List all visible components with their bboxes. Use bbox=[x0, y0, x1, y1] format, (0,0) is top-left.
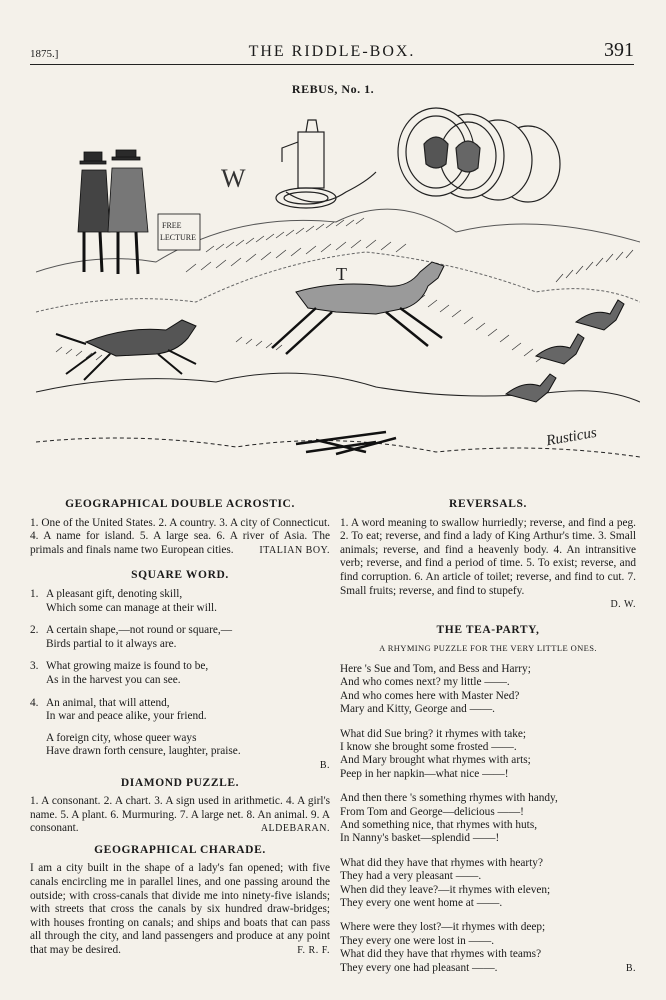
rebus-letter-w: W bbox=[221, 164, 246, 193]
rebus-illustration bbox=[36, 102, 640, 482]
verse-line: And then there 's something rhymes with handy, bbox=[340, 792, 558, 805]
page-number: 391 bbox=[604, 39, 634, 61]
poster-text-line-2: LECTURE bbox=[160, 233, 196, 242]
verse-line: As in the harvest you can see. bbox=[46, 673, 181, 686]
verse-line: Mary and Kitty, George and ——. bbox=[340, 703, 495, 716]
artist-signature: Rusticus bbox=[545, 424, 598, 450]
page-header bbox=[30, 39, 634, 65]
item-number: 4. bbox=[30, 696, 39, 709]
tea-party-subtitle: A RHYMING PUZZLE FOR THE VERY LITTLE ONES. bbox=[379, 643, 597, 654]
tea-party-author: B. bbox=[625, 962, 636, 974]
diamond-title: DIAMOND PUZZLE. bbox=[120, 776, 240, 789]
header-year: 1875.] bbox=[30, 48, 59, 60]
square-word-item bbox=[30, 588, 330, 615]
verse-line: Birds partial to it always are. bbox=[46, 637, 177, 650]
square-word-final bbox=[30, 732, 330, 759]
square-word-author: B. bbox=[319, 759, 330, 771]
verse-line: They every one were lost in ——. bbox=[340, 934, 495, 947]
verse-line: And who comes here with Master Ned? bbox=[340, 689, 520, 702]
verse-line: What did they have that rhymes with hearty? bbox=[340, 856, 543, 869]
header-title: THE RIDDLE-BOX. bbox=[248, 43, 416, 60]
stanza bbox=[340, 663, 636, 717]
verse-line-text: They every one had pleasant ——. bbox=[340, 961, 498, 974]
verse-line: What growing maize is found to be, bbox=[46, 660, 209, 673]
acrostic-title: GEOGRAPHICAL DOUBLE ACROSTIC. bbox=[65, 498, 295, 510]
diamond-author: ALDEBARAN. bbox=[260, 823, 330, 835]
tea-party-title: THE TEA-PARTY, bbox=[436, 623, 540, 636]
verse-line: What did Sue bring? it rhymes with take; bbox=[340, 727, 527, 740]
acrostic-author: ITALIAN BOY. bbox=[259, 544, 330, 556]
charade-text bbox=[30, 862, 330, 957]
rebus-title: REBUS, No. 1. bbox=[291, 82, 375, 96]
right-column bbox=[340, 494, 636, 986]
left-column bbox=[30, 494, 330, 958]
verse-line: Have drawn forth censure, laughter, praise. bbox=[46, 745, 241, 758]
acrostic-body: 1. One of the United States. 2. A country. 3. A city of Connecticut. 4. A name for island. 5. A large sea. 6. A river of Asia. The primals and finals name two European cities. bbox=[30, 516, 330, 556]
rebus-letter-t: T bbox=[336, 264, 347, 284]
verse-line: In war and peace alike, your friend. bbox=[46, 710, 207, 723]
item-number: 3. bbox=[30, 660, 39, 673]
verse-line: From Tom and George—delicious ——! bbox=[340, 805, 524, 818]
diamond-text bbox=[30, 795, 330, 836]
verse-line: Peep in her napkin—what nice ——! bbox=[340, 767, 509, 780]
verse-line bbox=[340, 962, 636, 975]
square-word-item bbox=[30, 697, 330, 724]
verse-line: And who comes next? my little ——. bbox=[340, 676, 510, 689]
charade-author: F. R. F. bbox=[297, 945, 330, 957]
square-word-item bbox=[30, 660, 330, 687]
square-word-item bbox=[30, 624, 330, 651]
stanza bbox=[340, 921, 636, 975]
verse-line: They every one went home at ——. bbox=[340, 897, 503, 910]
reversals-title: REVERSALS. bbox=[449, 498, 527, 510]
poster-text-line-1: FREE bbox=[162, 221, 182, 230]
tea-party-poem bbox=[340, 663, 636, 975]
verse-line: And Mary brought what rhymes with arts; bbox=[340, 754, 531, 767]
reversals-text: 1. A word meaning to swallow hurriedly; reverse, and find a peg. 2. To eat; reverse, and find a lady of King Arthur's time. 3. Small animals; reverse, and find a heavenly body. 4. An intransitive verb; reverse, and find a period of time. 5. To exist; reverse, and find corruption. 6. An article of toilet; reverse, and find to cut. 7. Small fruits; reverse, and find to stupefy. bbox=[340, 516, 636, 597]
item-number: 2. bbox=[30, 624, 39, 637]
charade-body: I am a city built in the shape of a lady's fan opened; with five canals encircling me in parallel lines, and one passing around the outside; with cross-canals that divide me into ninety-five islands; with streets that cross the canals by six hundred draw-bridges; with houses fronting on canals; and ships and boats that can pass all through the city, and land passengers and produce at any point that may be desired. bbox=[30, 862, 330, 957]
verse-line: Which some can manage at their will. bbox=[46, 601, 217, 614]
verse-line: And something nice, that rhymes with huts, bbox=[340, 819, 538, 831]
verse-line: An animal, that will attend, bbox=[46, 696, 170, 709]
item-number: 1. bbox=[30, 587, 39, 600]
reversals-author: D. W. bbox=[610, 599, 636, 611]
verse-line: Where were they lost?—it rhymes with deep; bbox=[340, 921, 546, 934]
verse-line: In Nanny's basket—splendid ——! bbox=[340, 832, 500, 845]
verse-line: A foreign city, whose queer ways bbox=[46, 731, 197, 744]
stanza bbox=[340, 857, 636, 911]
stanza bbox=[340, 792, 636, 846]
acrostic-text bbox=[30, 517, 330, 558]
verse-line: A pleasant gift, denoting skill, bbox=[46, 587, 183, 600]
verse-line: What did they have that rhymes with teams? bbox=[340, 948, 542, 961]
stanza bbox=[340, 728, 636, 782]
square-word-title: SQUARE WORD. bbox=[131, 569, 229, 582]
verse-line: A certain shape,—not round or square,— bbox=[46, 624, 233, 637]
verse-line: I know she brought some frosted ——. bbox=[340, 740, 517, 753]
diamond-body: 1. A consonant. 2. A chart. 3. A sign used in arithmetic. 4. A girl's name. 5. A plant. 6. Murmuring. 7. A large net. 8. An animal. 9. A consonant. bbox=[30, 795, 330, 835]
verse-line: They had a very pleasant ——. bbox=[340, 870, 482, 883]
verse-line: When did they leave?—it rhymes with eleven; bbox=[340, 883, 551, 896]
charade-title: GEOGRAPHICAL CHARADE. bbox=[94, 843, 266, 856]
verse-line: Here 's Sue and Tom, and Bess and Harry; bbox=[340, 662, 531, 675]
